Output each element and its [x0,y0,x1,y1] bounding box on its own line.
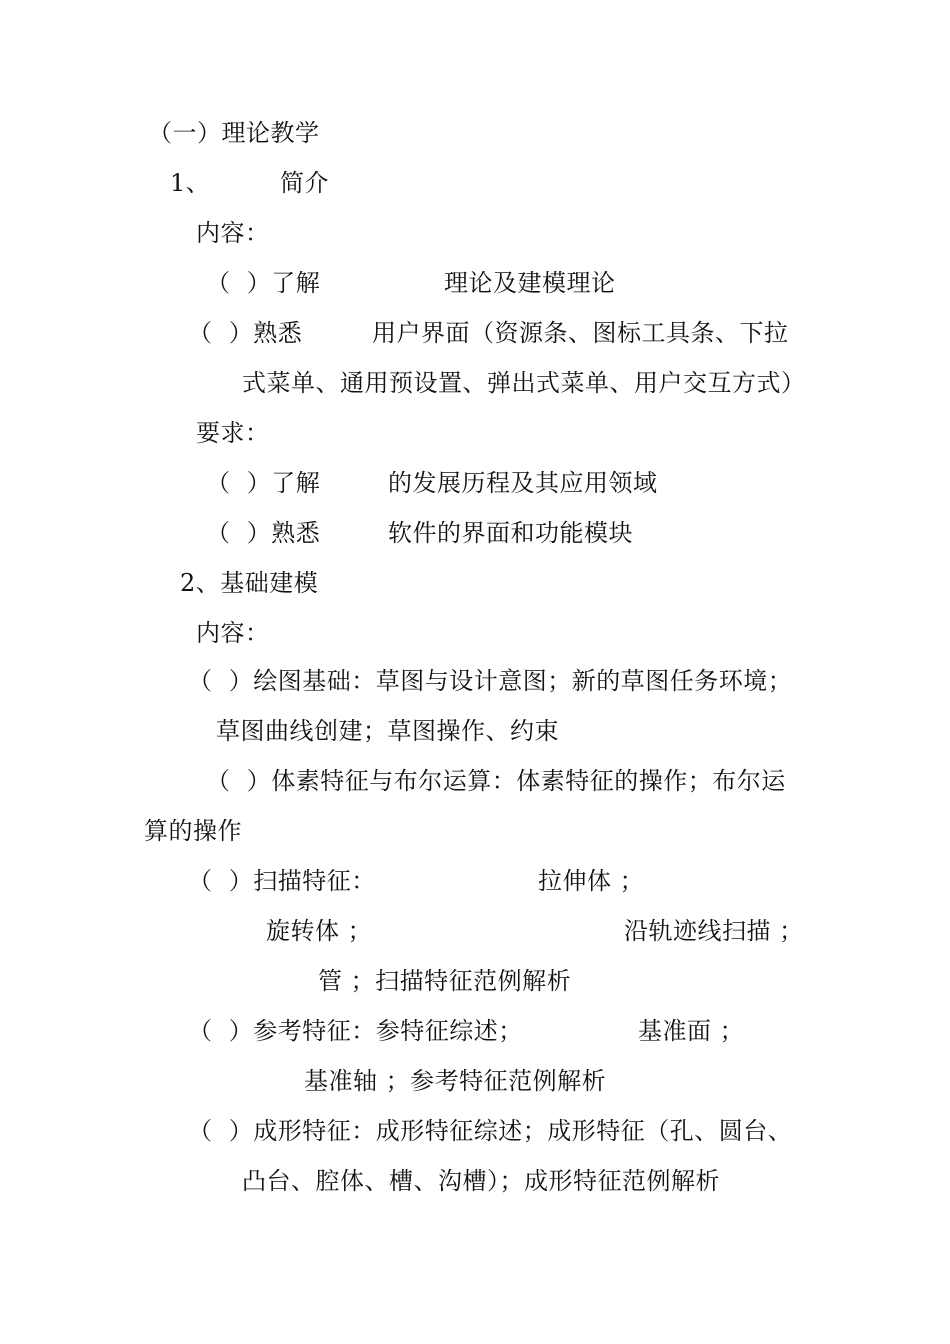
item2-line: （ ）参考特征：参特征综述； [188,1017,523,1045]
item2-line: 沿轨迹线扫描 ； [624,917,804,945]
item1-content-line: 用户界面（资源条、图标工具条、下拉 [372,319,789,347]
item1-requirement-label: 要求： [196,419,270,447]
item1-requirement-line: 软件的界面和功能模块 [388,519,633,547]
item2-line: （ ）扫描特征： [188,867,376,895]
item1-content-line: 理论及建模理论 [444,269,616,297]
item2-line: 基准面 ； [638,1017,745,1045]
item2-line: 拉伸体 ； [538,867,645,895]
item2-heading: 2、基础建模 [180,569,319,597]
item1-content-line: 式菜单、通用预设置、弹出式菜单、用户交互方式） [242,369,806,397]
item1-requirement-line: （ ）熟悉 [206,519,321,547]
item2-line: 基准轴 ；参考特征范例解析 [304,1067,607,1095]
item2-line: 旋转体 ； [266,917,373,945]
item1-number: 1、 [170,169,211,197]
item2-line: 草图曲线创建；草图操作、约束 [216,717,559,745]
item2-content-label: 内容： [196,619,270,647]
item1-title: 简介 [280,169,329,197]
item2-line: （ ）体素特征与布尔运算：体素特征的操作；布尔运 [206,767,786,795]
item2-line: 管 ；扫描特征范例解析 [318,967,572,995]
item2-line: 算的操作 [144,817,242,845]
item1-content-line: （ ）熟悉 [188,319,303,347]
item2-line: （ ）成形特征：成形特征综述；成形特征（孔、圆台、 [188,1117,793,1145]
section-heading: （一）理论教学 [148,119,320,147]
item1-requirement-line: （ ）了解 [206,469,321,497]
item1-content-line: （ ）了解 [206,269,321,297]
item2-line: 凸台、腔体、槽、沟槽）；成形特征范例解析 [242,1167,720,1195]
item2-line: （ ）绘图基础：草图与设计意图；新的草图任务环境； [188,667,793,695]
item1-requirement-line: 的发展历程及其应用领域 [388,469,658,497]
item1-content-label: 内容： [196,219,270,247]
